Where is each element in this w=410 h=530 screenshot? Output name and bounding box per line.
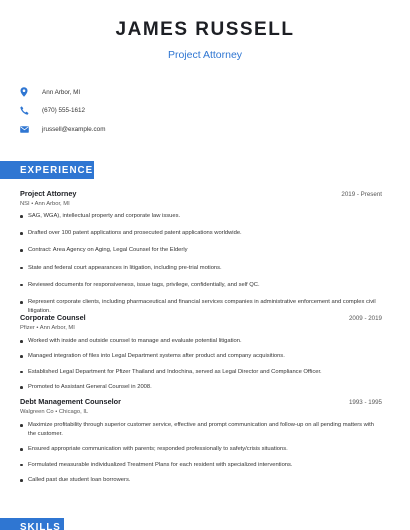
email-link[interactable]: jrussell@example.com: [42, 125, 106, 133]
bullet-item: Worked with inside and outside counsel to manage and evaluate potential litigation.: [20, 337, 382, 346]
job-company: Walgreen Co • Chicago, IL: [20, 409, 89, 415]
bullet-item: Ensured appropriate communication with parents; responded professionally to safety/crisis situations.: [20, 445, 382, 454]
map-pin-icon: [20, 86, 34, 98]
bullet-item: Drafted over 100 patent applications and prosecuted patent applications worldwide.: [20, 229, 382, 238]
skills-heading: SKILLS: [0, 518, 64, 530]
job-entry: [20, 189, 382, 324]
bullet-item: Formulated measurable individualized Treatment Plans for each resident with specialized interventions.: [20, 461, 382, 470]
contact-email: [20, 120, 105, 138]
contact-phone: [20, 102, 105, 120]
candidate-role: Project Attorney: [167, 49, 243, 61]
job-dates: 2009 - 2019: [348, 315, 382, 322]
job-entry: [20, 313, 382, 399]
job-company: Pfizer • Ann Arbor, MI: [20, 325, 75, 331]
bullet-item: Contract: Area Agency on Aging, Legal Counsel for the Elderly: [20, 246, 382, 255]
bullet-item: SAG, WGA), intellectual property and corporate law issues.: [20, 212, 382, 221]
job-title: Corporate Counsel: [20, 313, 86, 322]
candidate-name: JAMES RUSSELL: [115, 19, 295, 40]
job-bullets: [20, 421, 382, 485]
resume-header: [0, 0, 410, 61]
bullet-item: Called past due student loan borrowers.: [20, 476, 382, 485]
bullet-item: Reviewed documents for responsiveness, issue tags, privilege, confidentially, and self QC.: [20, 281, 382, 290]
bullet-item: State and federal court appearances in litigation, including pre-trial motions.: [20, 264, 382, 273]
phone-icon: [20, 105, 34, 117]
job-bullets: [20, 212, 382, 315]
job-entry: [20, 397, 382, 492]
location-text: Ann Arbor, MI: [42, 88, 81, 96]
contact-location: [20, 83, 105, 101]
phone-text: (670) 555-1612: [42, 107, 86, 114]
contact-list: [20, 83, 105, 139]
bullet-item: Represent corporate clients, including pharmaceutical and financial services companies in administrative enforcement and complex civil litigation.: [20, 298, 382, 315]
experience-heading: EXPERIENCE: [0, 161, 94, 179]
bullet-item: Promoted to Assistant General Counsel in 2008.: [20, 383, 382, 392]
envelope-icon: [20, 123, 34, 135]
job-dates: 2019 - Present: [341, 191, 382, 198]
job-title: Project Attorney: [20, 189, 77, 198]
job-dates: 1993 - 1995: [348, 399, 382, 406]
bullet-item: Established Legal Department for Pfizer Thailand and Indochina, served as Legal Director and Compliance Officer.: [20, 368, 382, 377]
job-title: Debt Management Counselor: [20, 397, 121, 406]
job-company: NSI • Ann Arbor, MI: [20, 201, 70, 207]
job-bullets: [20, 337, 382, 392]
bullet-item: Managed integration of files into Legal Department systems after product and company acquisitions.: [20, 352, 382, 361]
bullet-item: Maximize profitability through superior customer service, effective and prompt communication and follow-up on all pending matters with the customer.: [20, 421, 382, 438]
